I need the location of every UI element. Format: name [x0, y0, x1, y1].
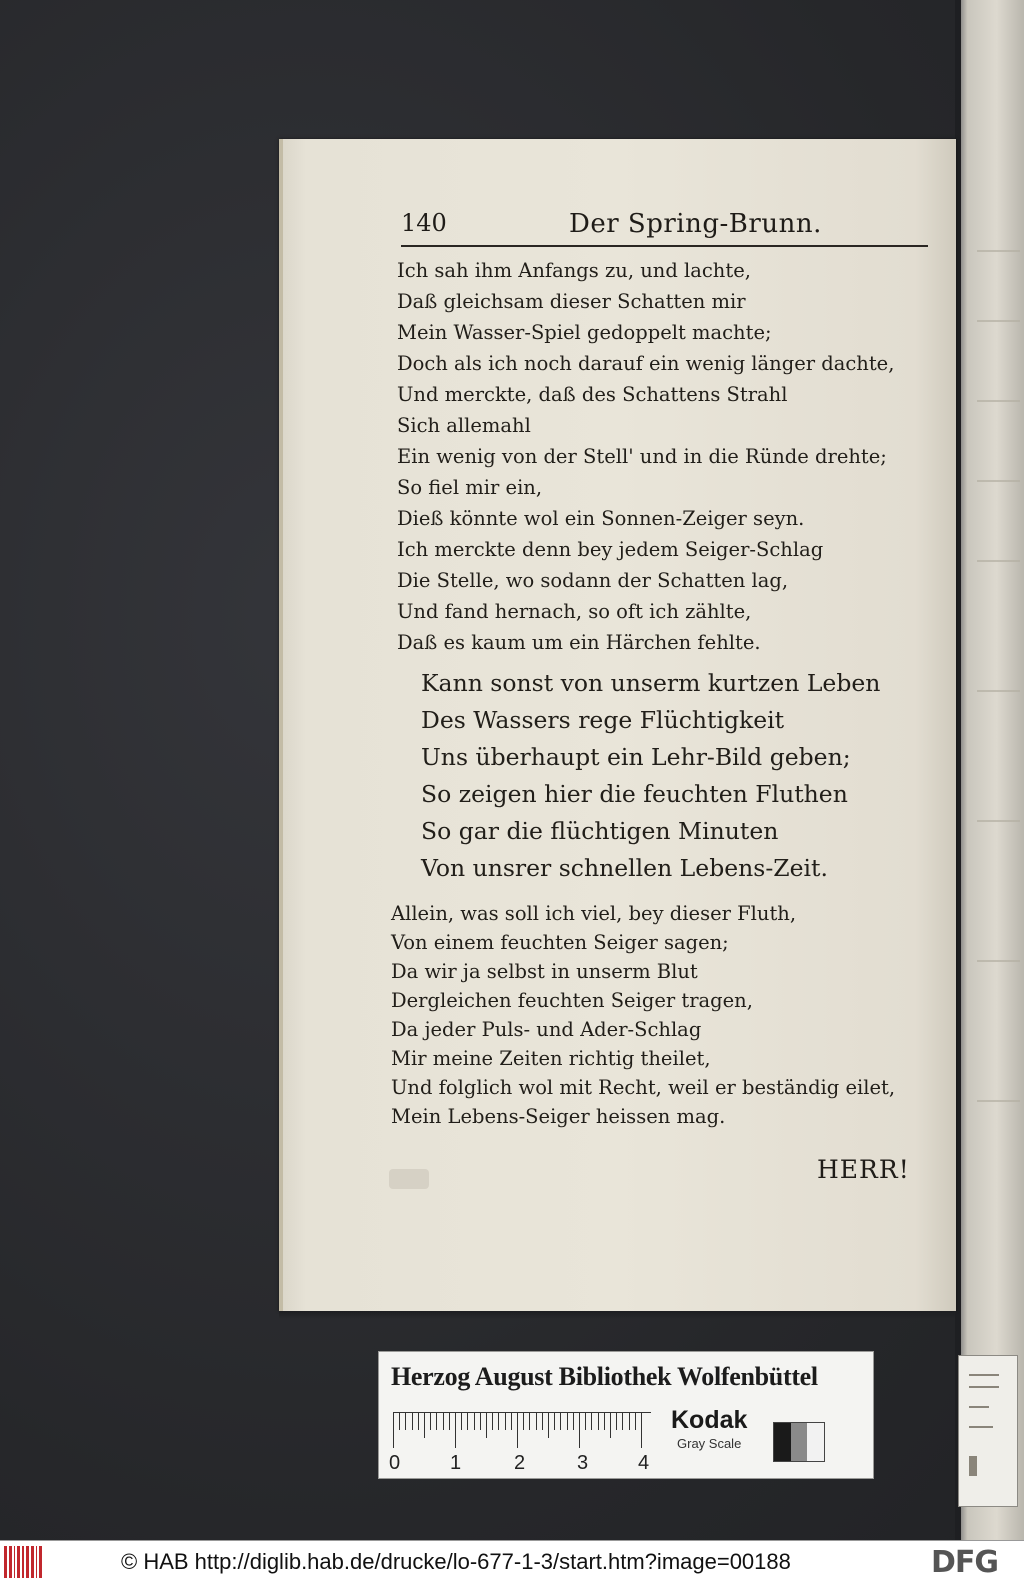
verse-line: Sich allemahl [397, 414, 531, 437]
ruler-tick [474, 1412, 475, 1430]
ruler-tick [523, 1412, 524, 1430]
ruler-tick [622, 1412, 623, 1430]
ruler-tick [641, 1412, 642, 1448]
verse-line: Daß es kaum um ein Härchen fehlte. [397, 631, 761, 654]
ruler-tick [542, 1412, 543, 1430]
ruler-tick [610, 1412, 611, 1438]
ruler-tick [412, 1412, 413, 1430]
ruler-tick [461, 1412, 462, 1430]
ruler-label: 1 [450, 1452, 462, 1474]
verse-line: Allein, was soll ich viel, bey dieser Fluth, [391, 902, 797, 925]
ruler-tick [585, 1412, 586, 1430]
ruler-tick [529, 1412, 530, 1430]
ruler-tick [505, 1412, 506, 1430]
verse-line: Ich merckte denn bey jedem Seiger-Schlag [397, 538, 824, 561]
ruler-tick [424, 1412, 425, 1438]
ruler-tick [511, 1412, 512, 1430]
ruler-tick [393, 1412, 394, 1448]
gray-scale-label: Gray Scale [677, 1436, 742, 1451]
ruler-tick [399, 1412, 400, 1430]
verse-line: Von unsrer schnellen Lebens-Zeit. [421, 854, 828, 882]
book-page [279, 139, 956, 1311]
ruler-scale [389, 1412, 651, 1474]
swatch-mid [791, 1423, 808, 1461]
ruler-tick [579, 1412, 580, 1448]
ruler-tick [405, 1412, 406, 1430]
stanza-2 [421, 665, 880, 887]
footer-bar [0, 1540, 1024, 1583]
verse-line: Kann sonst von unserm kurtzen Leben [421, 669, 881, 697]
verse-line: Die Stelle, wo sodann der Schatten lag, [397, 569, 789, 592]
stanza-3 [391, 899, 895, 1131]
ruler-label: 2 [514, 1452, 526, 1474]
ruler-tick [598, 1412, 599, 1430]
ruler-tick [554, 1412, 555, 1430]
ruler-tick [436, 1412, 437, 1430]
gray-swatch [773, 1422, 825, 1462]
verse-line: Des Wassers rege Flüchtigkeit [421, 706, 785, 734]
ruler-tick [567, 1412, 568, 1430]
verse-line: Dergleichen feuchten Seiger tragen, [391, 989, 753, 1012]
ruler-label: 3 [577, 1452, 589, 1474]
ruler-tick [486, 1412, 487, 1438]
ruler-tick [443, 1412, 444, 1430]
verse-line: So gar die flüchtigen Minuten [421, 817, 779, 845]
verse-line: Und folglich wol mit Recht, weil er beständig eilet, [391, 1076, 896, 1099]
color-calibration-card [378, 1351, 874, 1479]
ruler-tick [591, 1412, 592, 1430]
verse-line: Und fand hernach, so oft ich zählte, [397, 600, 752, 623]
ruler-tick [492, 1412, 493, 1430]
ruler-tick [573, 1412, 574, 1430]
verse-line: So zeigen hier die feuchten Fluthen [421, 780, 848, 808]
adjacent-page-edge [955, 0, 1024, 1540]
shelf-label [958, 1355, 1018, 1507]
ruler-tick [560, 1412, 561, 1430]
ruler-tick [517, 1412, 518, 1448]
ruler-tick [430, 1412, 431, 1430]
ruler-tick [604, 1412, 605, 1430]
verse-line: Ein wenig von der Stell' und in die Ründe drehte; [397, 445, 887, 468]
ruler-tick [616, 1412, 617, 1430]
ruler-tick [480, 1412, 481, 1430]
verse-line: Daß gleichsam dieser Schatten mir [397, 290, 746, 313]
hab-barcode-icon [4, 1546, 50, 1578]
verse-line: Doch als ich noch darauf ein wenig länger dachte, [397, 352, 895, 375]
kodak-logo: Kodak [671, 1406, 748, 1434]
stanza-1 [397, 255, 894, 658]
verse-line: Dieß könnte wol ein Sonnen-Zeiger seyn. [397, 507, 805, 530]
library-name: Herzog August Bibliothek Wolfenbüttel [391, 1362, 818, 1391]
verse-line: Mir meine Zeiten richtig theilet, [391, 1047, 711, 1070]
ruler-tick [418, 1412, 419, 1430]
ink-bleed [389, 1169, 429, 1189]
ruler-label: 4 [638, 1452, 650, 1474]
ruler-tick [449, 1412, 450, 1430]
swatch-light [807, 1423, 824, 1461]
ruler-tick [635, 1412, 636, 1430]
ruler-tick [467, 1412, 468, 1430]
verse-line: Von einem feuchten Seiger sagen; [391, 931, 729, 954]
ruler-tick [498, 1412, 499, 1430]
swatch-dark [774, 1423, 791, 1461]
verse-line: Uns überhaupt ein Lehr-Bild geben; [421, 743, 851, 771]
verse-line: Da wir ja selbst in unserm Blut [391, 960, 698, 983]
verse-line: Ich sah ihm Anfangs zu, und lachte, [397, 259, 751, 282]
ruler-tick [629, 1412, 630, 1430]
verse-line: Da jeder Puls- und Ader-Schlag [391, 1018, 702, 1041]
verse-line: Mein Lebens-Seiger heissen mag. [391, 1105, 726, 1128]
verse-line: Mein Wasser-Spiel gedoppelt machte; [397, 321, 772, 344]
verse-line: So fiel mir ein, [397, 476, 543, 499]
ruler-tick [536, 1412, 537, 1430]
ruler-label: 0 [389, 1452, 401, 1474]
head-rule [401, 245, 928, 247]
verse-line: Und merckte, daß des Schattens Strahl [397, 383, 788, 406]
page-number: 140 [401, 209, 447, 237]
running-title: Der Spring-Brunn. [569, 209, 822, 239]
catchword: HERR! [817, 1155, 910, 1184]
dfg-logo: DFG [931, 1545, 999, 1580]
running-head [401, 209, 926, 239]
ruler-tick [455, 1412, 456, 1448]
ruler-tick [548, 1412, 549, 1438]
copyright-url: © HAB http://diglib.hab.de/drucke/lo-677-1-3/start.htm?image=00188 [121, 1549, 791, 1574]
